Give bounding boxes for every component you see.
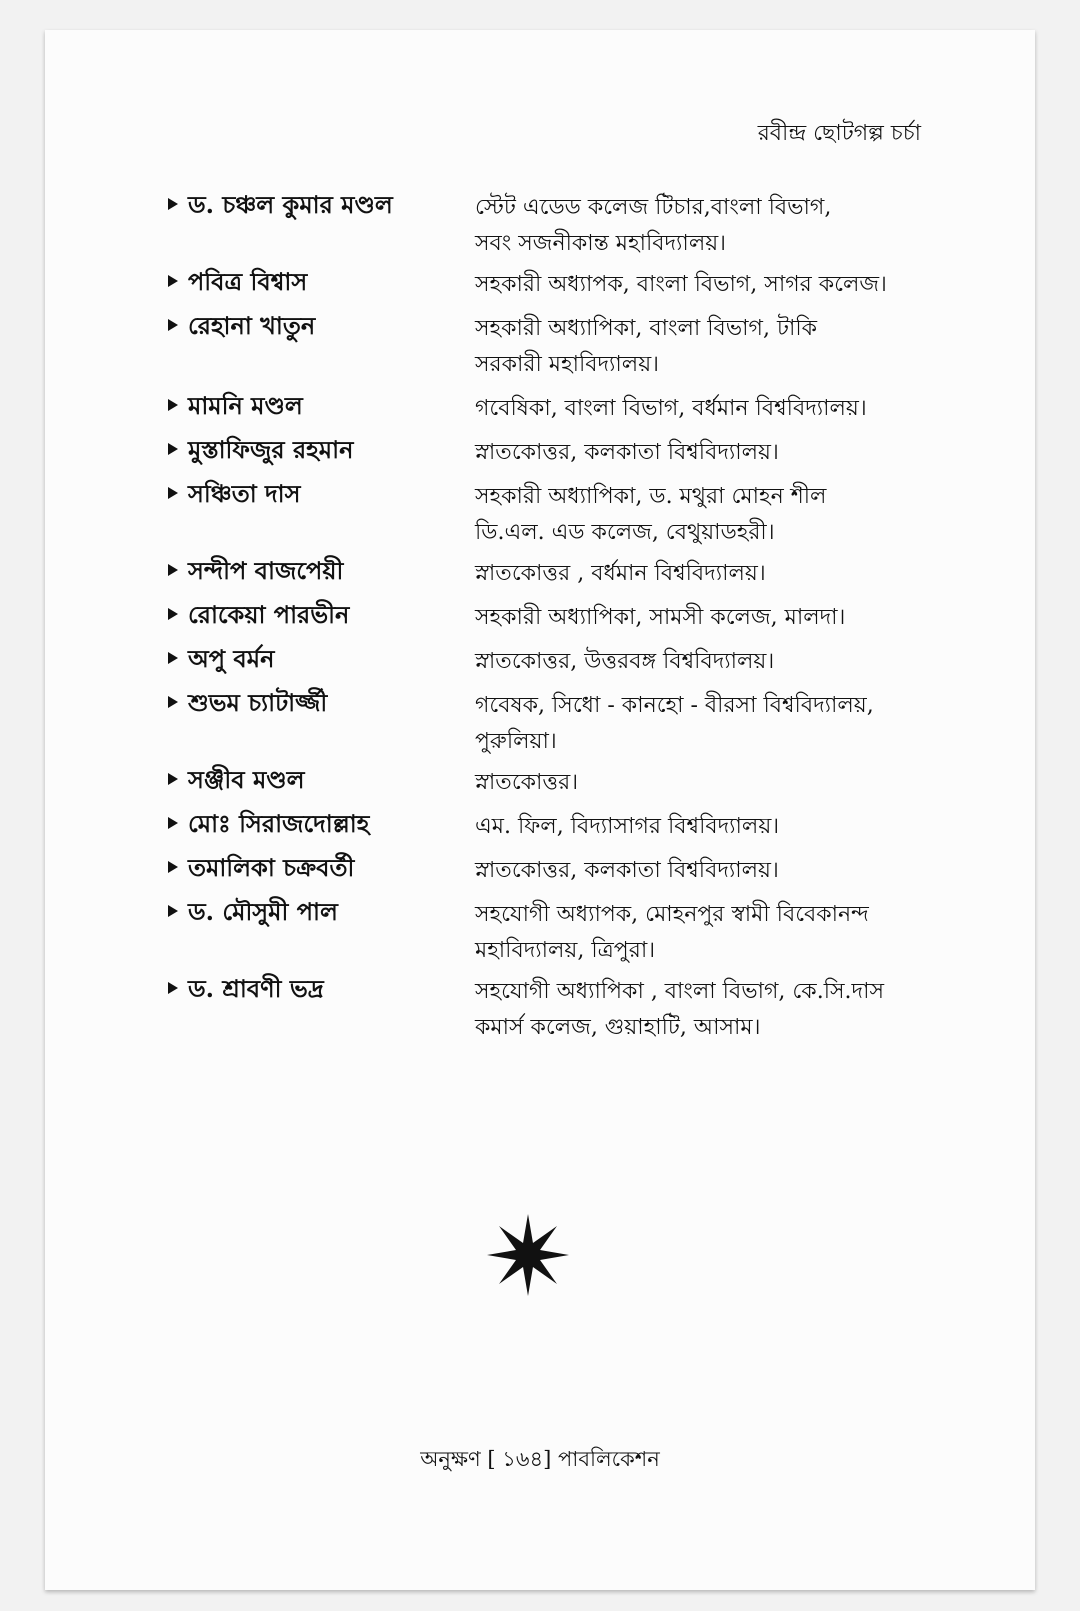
contributor-entry	[168, 267, 968, 303]
contributor-affiliation: সহযোগী অধ্যাপক, মোহনপুর স্বামী বিবেকানন্দ মহাবিদ্যালয়, ত্রিপুরা।	[475, 902, 869, 963]
contributor-entry	[168, 765, 968, 801]
contributor-name: রেহানা খাতুন	[168, 311, 315, 341]
contributor-affiliation: স্নাতকোত্তর, কলকাতা বিশ্ববিদ্যালয়।	[475, 440, 779, 465]
contributor-affiliation: সহযোগী অধ্যাপিকা , বাংলা বিভাগ, কে.সি.দাস কমার্স কলেজ, গুয়াহাটি, আসাম।	[475, 979, 884, 1040]
contributor-affiliation: গবেষিকা, বাংলা বিভাগ, বর্ধমান বিশ্ববিদ্যালয়।	[475, 396, 867, 421]
contributor-affiliation: স্নাতকোত্তর।	[475, 770, 579, 795]
contributor-name: পবিত্র বিশ্বাস	[168, 267, 307, 297]
eight-point-star-icon	[486, 1213, 570, 1297]
contributor-name: সন্দীপ বাজপেয়ী	[168, 556, 343, 586]
contributor-entry	[168, 974, 968, 1046]
contributor-name: সঞ্চিতা দাস	[168, 479, 300, 509]
contributor-entry	[168, 479, 968, 551]
contributor-entry	[168, 391, 968, 427]
contributor-name: তমালিকা চক্রবর্তী	[168, 853, 354, 883]
bullet-icon	[168, 817, 178, 829]
contributor-affiliation: সহকারী অধ্যাপিকা, ড. মথুরা মোহন শীল ডি.এল. এড কলেজ, বেথুয়াডহরী।	[475, 484, 827, 545]
bullet-icon	[168, 652, 178, 664]
bullet-icon	[168, 564, 178, 576]
bullet-icon	[168, 773, 178, 785]
contributor-affiliation: স্নাতকোত্তর , বর্ধমান বিশ্ববিদ্যালয়।	[475, 561, 766, 586]
contributor-name: রোকেয়া পারভীন	[168, 600, 349, 630]
document-page	[45, 30, 1035, 1590]
contributor-entry	[168, 311, 968, 383]
contributor-list	[168, 190, 968, 1046]
running-header: রবীন্দ্র ছোটগল্প চর্চা	[757, 121, 921, 146]
bullet-icon	[168, 861, 178, 873]
contributor-name: মুস্তাফিজুর রহমান	[168, 435, 353, 465]
contributor-name: মামনি মণ্ডল	[168, 391, 303, 421]
bullet-icon	[168, 608, 178, 620]
contributor-affiliation: সহকারী অধ্যাপিকা, সামসী কলেজ, মালদা।	[475, 605, 846, 630]
contributor-entry	[168, 600, 968, 636]
contributor-affiliation: স্নাতকোত্তর, উত্তরবঙ্গ বিশ্ববিদ্যালয়।	[475, 649, 775, 674]
bullet-icon	[168, 275, 178, 287]
contributor-entry	[168, 190, 968, 262]
contributor-affiliation: সহকারী অধ্যাপিকা, বাংলা বিভাগ, টাকি সরকারী মহাবিদ্যালয়।	[475, 316, 818, 377]
contributor-entry	[168, 853, 968, 889]
bullet-icon	[168, 319, 178, 331]
bullet-icon	[168, 905, 178, 917]
bullet-icon	[168, 198, 178, 210]
contributor-affiliation: গবেষক, সিধো - কানহো - বীরসা বিশ্ববিদ্যালয়, পুরুলিয়া।	[475, 693, 874, 754]
contributor-name: ড. শ্রাবণী ভদ্র	[168, 974, 324, 1004]
contributor-affiliation: স্নাতকোত্তর, কলকাতা বিশ্ববিদ্যালয়।	[475, 858, 779, 883]
contributor-name: ড. মৌসুমী পাল	[168, 897, 338, 927]
contributor-entry	[168, 644, 968, 680]
contributor-entry	[168, 897, 968, 969]
contributor-entry	[168, 809, 968, 845]
bullet-icon	[168, 696, 178, 708]
contributor-name: সঞ্জীব মণ্ডল	[168, 765, 305, 795]
bullet-icon	[168, 487, 178, 499]
contributor-name: শুভম চ্যাটার্জ্জী	[168, 688, 327, 718]
contributor-affiliation: সহকারী অধ্যাপক, বাংলা বিভাগ, সাগর কলেজ।	[475, 272, 887, 297]
bullet-icon	[168, 982, 178, 994]
contributor-entry	[168, 435, 968, 471]
bullet-icon	[168, 443, 178, 455]
contributor-entry	[168, 556, 968, 592]
contributor-name: ড. চঞ্চল কুমার মণ্ডল	[168, 190, 393, 220]
contributor-affiliation: স্টেট এডেড কলেজ টিচার,বাংলা বিভাগ, সবং সজনীকান্ত মহাবিদ্যালয়।	[475, 195, 832, 256]
bullet-icon	[168, 399, 178, 411]
contributor-name: অপু বর্মন	[168, 644, 274, 674]
contributor-name: মোঃ সিরাজদোল্লাহ	[168, 809, 369, 839]
contributor-entry	[168, 688, 968, 760]
page-footer: অনুক্ষণ [ ১৬৪] পাবলিকেশন	[420, 1447, 660, 1471]
contributor-affiliation: এম. ফিল, বিদ্যাসাগর বিশ্ববিদ্যালয়।	[475, 814, 780, 839]
